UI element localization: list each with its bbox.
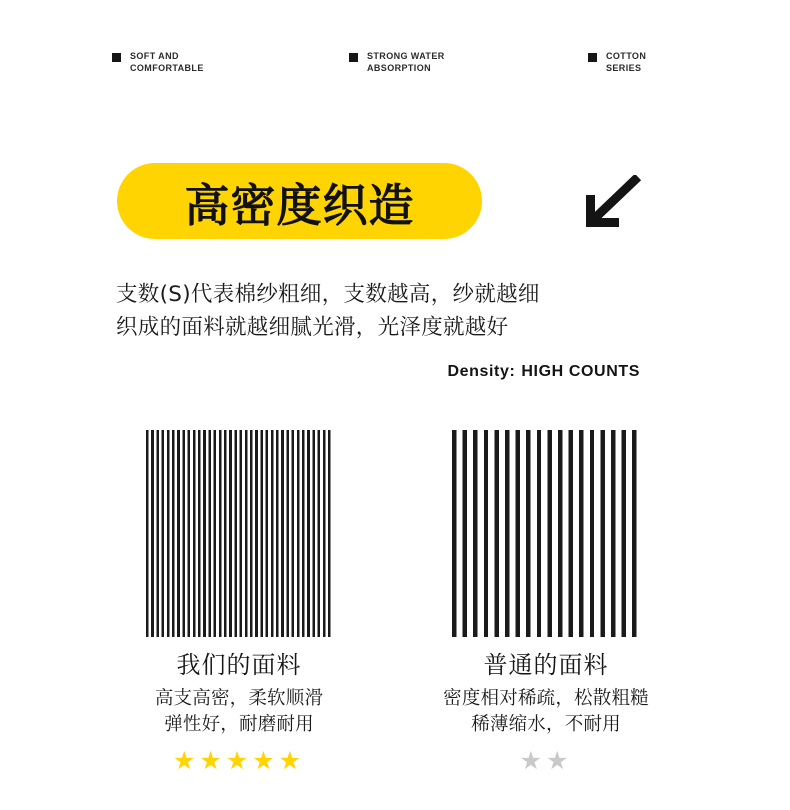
density-value: HIGH COUNTS xyxy=(521,363,640,380)
feature-label-line1: COTTON xyxy=(606,51,647,61)
description-line-1: 支数(S)代表棉纱粗细，支数越高，纱就越细 xyxy=(116,282,540,307)
ordinary-fabric-caption xyxy=(396,650,696,774)
our-fabric-title: 我们的面料 xyxy=(176,651,302,679)
feature-label-line2: ABSORPTION xyxy=(367,63,432,73)
ordinary-fabric-description xyxy=(396,686,696,738)
feature-item-soft-and-comfortable xyxy=(112,50,204,74)
description-line-2: 织成的面料就越细腻光滑，光泽度就越好 xyxy=(116,315,509,340)
ordinary-fabric-description-line-2: 稀薄缩水，不耐用 xyxy=(471,714,621,735)
our-fabric-description-line-2: 弹性好，耐磨耐用 xyxy=(164,714,314,735)
density-label: Density: xyxy=(447,363,516,380)
star-icon-filled: ★ xyxy=(278,747,306,775)
our-fabric-rating xyxy=(89,748,389,774)
feature-label-line1: STRONG WATER xyxy=(367,51,445,61)
star-icon-gray: ★ xyxy=(546,747,573,775)
our-fabric-description-line-1: 高支高密，柔软顺滑 xyxy=(154,688,324,709)
star-icon-filled: ★ xyxy=(172,747,200,775)
loose-weave-pattern xyxy=(452,430,637,637)
ordinary-fabric-title: 普通的面料 xyxy=(483,651,609,679)
feature-item-strong-water-absorption xyxy=(349,50,445,74)
feature-item-cotton-series xyxy=(588,50,646,74)
star-icon-filled: ★ xyxy=(252,747,279,775)
dense-weave-pattern xyxy=(146,430,331,637)
star-icon-filled: ★ xyxy=(225,747,253,775)
our-fabric-swatch xyxy=(146,430,331,637)
page-title: 高密度织造 xyxy=(184,178,415,232)
bullet-square-icon xyxy=(349,53,358,62)
ordinary-fabric-swatch xyxy=(452,430,637,637)
feature-label-line2: SERIES xyxy=(606,63,642,73)
arrow-down-left-icon xyxy=(578,175,642,233)
feature-label-line2: COMFORTABLE xyxy=(130,63,204,73)
bullet-square-icon xyxy=(112,53,121,62)
bullet-square-icon xyxy=(588,53,597,62)
star-icon-filled: ★ xyxy=(199,747,226,775)
feature-list xyxy=(0,44,790,84)
feature-label xyxy=(130,50,204,74)
feature-label xyxy=(606,50,646,74)
our-fabric-caption xyxy=(89,650,389,774)
density-callout xyxy=(447,363,640,381)
ordinary-fabric-description-line-1: 密度相对稀疏，松散粗糙 xyxy=(443,688,649,709)
star-icon-gray: ★ xyxy=(519,747,546,775)
feature-label-line1: SOFT AND xyxy=(130,51,179,61)
feature-label xyxy=(367,50,445,74)
ordinary-fabric-rating xyxy=(396,748,696,774)
our-fabric-description xyxy=(89,686,389,738)
description-paragraph xyxy=(116,278,716,344)
